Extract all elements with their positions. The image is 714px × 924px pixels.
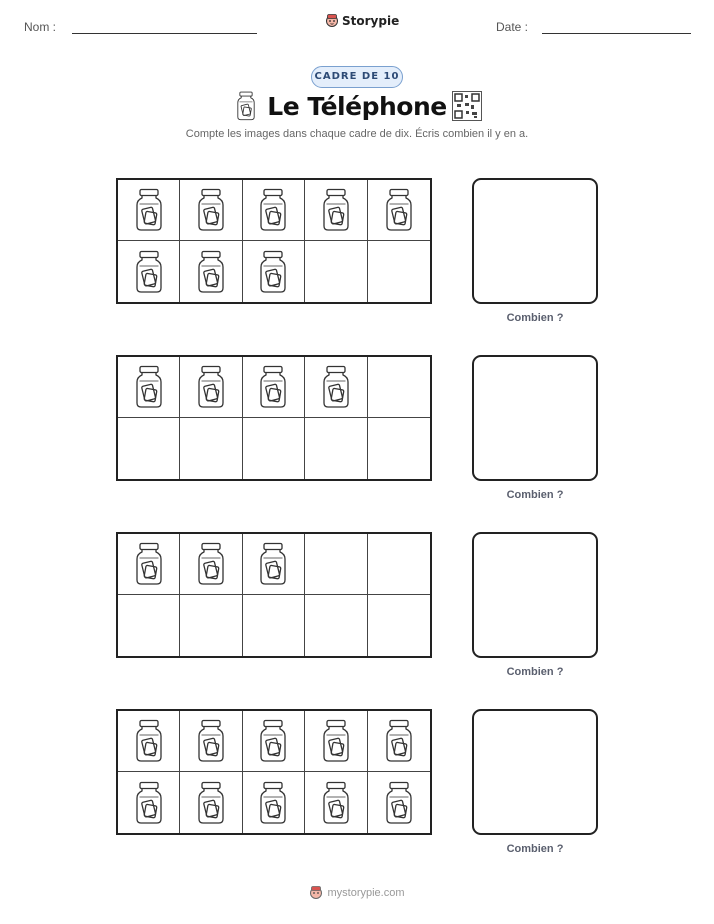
storypie-mascot-icon [309, 885, 323, 900]
frame-cell [180, 357, 242, 418]
frame-cell [180, 241, 242, 302]
frame-cell [243, 711, 305, 772]
frame-cell [243, 241, 305, 302]
jar-with-phone-icon [134, 781, 164, 825]
brand-logo [325, 13, 399, 28]
title-row [0, 90, 714, 126]
jar-with-phone-icon [321, 188, 351, 232]
frame-cell [305, 241, 367, 302]
frame-cell [180, 595, 242, 656]
frame-cell [118, 357, 180, 418]
jar-with-phone-icon [384, 188, 414, 232]
jar-with-phone-icon [196, 781, 226, 825]
date-label: Date : [496, 20, 529, 34]
name-field-line[interactable] [72, 33, 257, 34]
answer-box-3[interactable] [472, 532, 598, 658]
name-label: Nom : [24, 20, 57, 34]
answer-box-4[interactable] [472, 709, 598, 835]
jar-with-phone-icon [384, 719, 414, 763]
jar-with-phone-icon [134, 365, 164, 409]
frame-cell [243, 595, 305, 656]
ten-frame-1 [116, 178, 432, 304]
jar-with-phone-icon [384, 781, 414, 825]
frame-cell [118, 772, 180, 833]
jar-with-phone-icon [258, 250, 288, 294]
jar-with-phone-icon [196, 188, 226, 232]
frame-cell [180, 772, 242, 833]
jar-with-phone-icon [134, 188, 164, 232]
footer-website[interactable]: mystorypie.com [327, 886, 405, 899]
frame-cell [305, 418, 367, 479]
jar-with-phone-icon [258, 719, 288, 763]
jar-with-phone-icon [321, 781, 351, 825]
qr-code-icon [452, 91, 482, 121]
frame-cell [243, 418, 305, 479]
jar-with-phone-icon [134, 719, 164, 763]
frame-cell [180, 418, 242, 479]
worksheet-type-badge: CADRE DE 10 [311, 66, 403, 88]
frame-cell [305, 711, 367, 772]
brand-name: Storypie [342, 13, 400, 28]
jar-with-phone-icon [258, 188, 288, 232]
jar-with-phone-icon [258, 365, 288, 409]
frame-cell [305, 357, 367, 418]
ten-frame-2 [116, 355, 432, 481]
frame-cell [118, 241, 180, 302]
frame-cell [305, 772, 367, 833]
answer-box-2[interactable] [472, 355, 598, 481]
frame-cell [368, 711, 430, 772]
frame-cell [368, 357, 430, 418]
jar-with-phone-icon [134, 542, 164, 586]
jar-with-phone-icon [258, 781, 288, 825]
frame-cell [368, 772, 430, 833]
frame-cell [180, 711, 242, 772]
frame-cell [368, 241, 430, 302]
frame-cell [305, 180, 367, 241]
frame-cell [368, 595, 430, 656]
frame-cell [118, 595, 180, 656]
answer-label-2: Combien ? [506, 489, 564, 501]
answer-label-3: Combien ? [506, 666, 564, 678]
ten-frame-3 [116, 532, 432, 658]
frame-cell [118, 711, 180, 772]
jar-with-phone-icon [196, 250, 226, 294]
frame-cell [180, 534, 242, 595]
answer-label-1: Combien ? [506, 312, 564, 324]
frame-cell [305, 534, 367, 595]
jar-with-phone-icon [196, 542, 226, 586]
storypie-mascot-icon [325, 13, 339, 28]
jar-with-phone-icon [196, 365, 226, 409]
date-field-line[interactable] [542, 33, 691, 34]
jar-with-phone-icon [258, 542, 288, 586]
frame-cell [243, 180, 305, 241]
footer [0, 885, 714, 900]
frame-cell [118, 180, 180, 241]
ten-frame-4 [116, 709, 432, 835]
frame-cell [368, 180, 430, 241]
frame-cell [368, 418, 430, 479]
frame-cell [243, 772, 305, 833]
answer-label-4: Combien ? [506, 843, 564, 855]
frame-cell [243, 357, 305, 418]
frame-cell [243, 534, 305, 595]
jar-with-phone-icon [134, 250, 164, 294]
jar-with-phone-icon [321, 365, 351, 409]
frame-cell [368, 534, 430, 595]
frame-cell [118, 534, 180, 595]
frame-cell [305, 595, 367, 656]
frame-cell [180, 180, 242, 241]
answer-box-1[interactable] [472, 178, 598, 304]
instructions: Compte les images dans chaque cadre de dix. Écris combien il y en a. [185, 128, 529, 140]
jar-with-phone-icon [196, 719, 226, 763]
frame-cell [118, 418, 180, 479]
jar-with-phone-icon [321, 719, 351, 763]
page-title: Le Téléphone [267, 92, 447, 121]
